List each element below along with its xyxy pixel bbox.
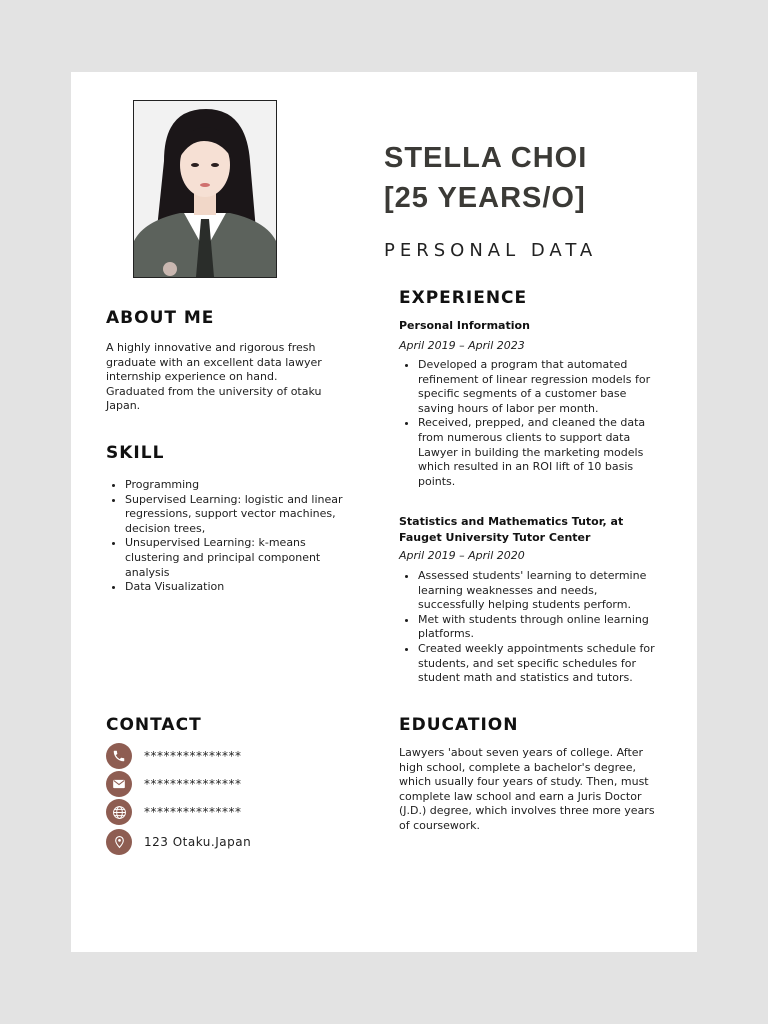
experience-heading: EXPERIENCE xyxy=(399,288,528,308)
skill-item: • Programming xyxy=(125,478,343,493)
job-bullet: • Created weekly appointments schedule for students, and set specific schedules for student math and statistics and tutors. xyxy=(418,642,656,686)
job-bullets xyxy=(398,358,656,489)
skill-item: • Data Visualization xyxy=(125,580,343,595)
job-date: April 2019 – April 2020 xyxy=(399,549,525,562)
contact-email-text: *************** xyxy=(144,777,242,791)
job-bullet: • Met with students through online learning platforms. xyxy=(418,613,656,642)
skill-list xyxy=(105,478,343,595)
skill-heading: SKILL xyxy=(106,443,165,463)
contact-email xyxy=(106,771,242,797)
job-bullet: • Developed a program that automated refinement of linear regression models for specific segments of a customer base saving hours of labor per month. xyxy=(418,358,656,416)
job-date: April 2019 – April 2023 xyxy=(399,339,525,352)
contact-address xyxy=(106,829,251,855)
portrait-image xyxy=(134,101,276,277)
profile-photo xyxy=(133,100,277,278)
personal-data-subtitle: PERSONAL DATA xyxy=(384,240,598,261)
skill-item: • Supervised Learning: logistic and linear regressions, support vector machines, decision trees, xyxy=(125,493,343,537)
about-text: A highly innovative and rigorous fresh graduate with an excellent data lawyer internship experience on hand. Graduated from the university of otaku Japan. xyxy=(106,341,322,413)
name-line-1: STELLA CHOI xyxy=(384,142,588,174)
contact-website-text: *************** xyxy=(144,805,242,819)
job-title: Personal Information xyxy=(399,319,530,332)
education-text: Lawyers 'about seven years of college. After high school, complete a bachelor's degree, which usually four years of study. Then, must complete law school and earn a Juris Doctor (J.D.) degree, which involves three more years of coursework. xyxy=(399,746,655,832)
job-bullet: • Assessed students' learning to determine learning weaknesses and needs, successfully helping students perform. xyxy=(418,569,656,613)
location-pin-icon xyxy=(106,829,132,855)
contact-phone xyxy=(106,743,242,769)
contact-website xyxy=(106,799,242,825)
globe-icon xyxy=(106,799,132,825)
job-title: Statistics and Mathematics Tutor, at Fauget University Tutor Center xyxy=(399,515,624,544)
mail-icon xyxy=(106,771,132,797)
candidate-name xyxy=(384,138,684,218)
contact-address-text: 123 Otaku.Japan xyxy=(144,835,252,849)
contact-phone-text: *************** xyxy=(144,749,242,763)
education-heading: EDUCATION xyxy=(399,715,519,735)
contact-heading: CONTACT xyxy=(106,715,202,735)
skill-item: • Unsupervised Learning: k-means clustering and principal component analysis xyxy=(125,536,343,580)
name-line-2: [25 YEARS/O] xyxy=(384,182,586,214)
resume-page xyxy=(71,72,697,952)
job-bullets xyxy=(398,569,656,686)
about-heading: ABOUT ME xyxy=(106,308,215,328)
job-bullet: • Received, prepped, and cleaned the data from numerous clients to support data Lawyer in building the marketing models which resulted in an ROI lift of 10 basis points. xyxy=(418,416,656,489)
phone-icon xyxy=(106,743,132,769)
